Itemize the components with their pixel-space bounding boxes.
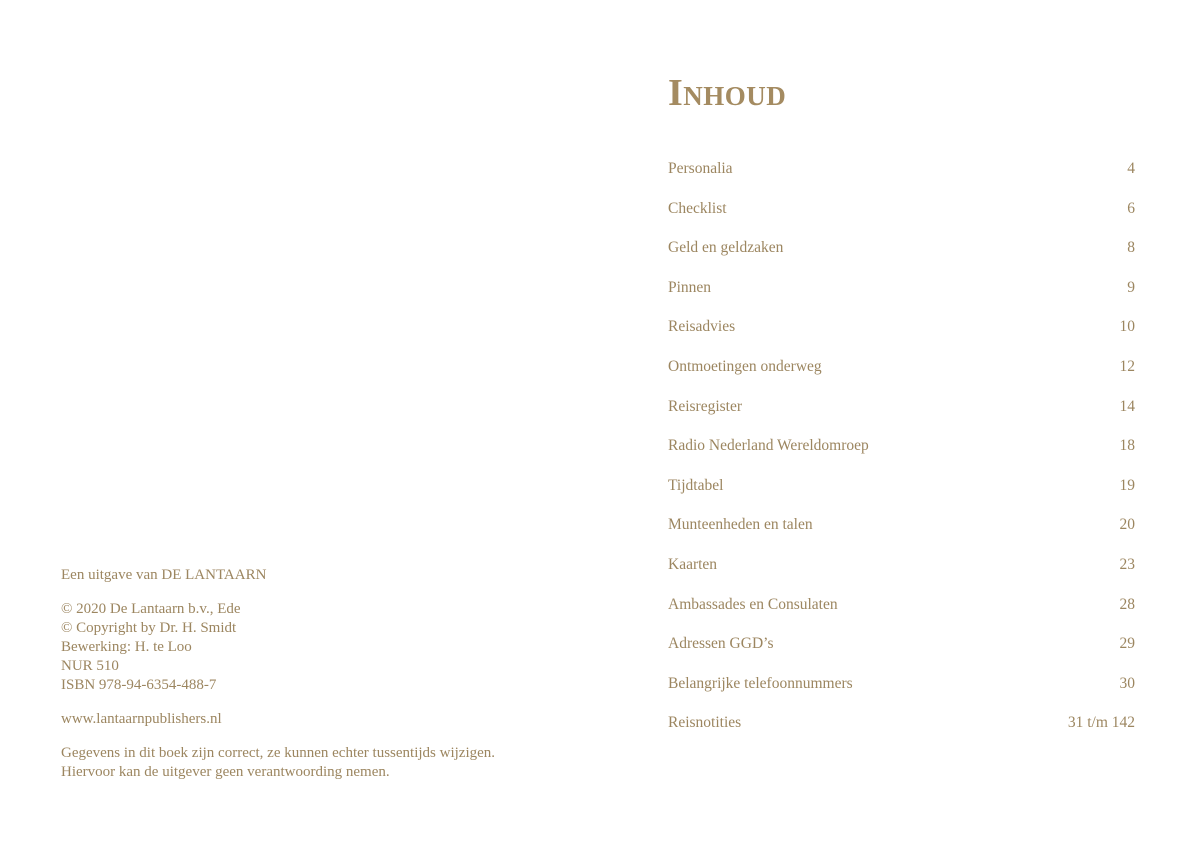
toc-entry-label: Pinnen	[668, 278, 712, 296]
toc-entry-label: Checklist	[668, 199, 727, 217]
toc-entry-page: 14	[1119, 397, 1135, 415]
toc-entry	[668, 556, 1135, 596]
toc-entry-label: Ontmoetingen onderweg	[668, 357, 822, 375]
copyright-line: © 2020 De Lantaarn b.v., Ede	[61, 601, 241, 617]
spacer	[61, 695, 581, 710]
isbn-line: ISBN 978-94-6354-488-7	[61, 677, 217, 693]
editor-line: Bewerking: H. te Loo	[61, 639, 192, 655]
toc-entry-label: Radio Nederland Wereldomroep	[668, 437, 869, 455]
toc-entry	[668, 160, 1135, 200]
toc-entry	[668, 239, 1135, 279]
toc-entry	[668, 714, 1135, 754]
toc-entry	[668, 477, 1135, 517]
toc-entry	[668, 398, 1135, 438]
table-of-contents	[668, 70, 1135, 754]
spacer	[61, 585, 581, 600]
nur-line: NUR 510	[61, 658, 119, 674]
toc-entry-page: 19	[1119, 476, 1135, 494]
toc-entry-page: 20	[1119, 516, 1135, 534]
toc-entry	[668, 635, 1135, 675]
toc-entry-page: 4	[1127, 160, 1135, 177]
toc-entry-page: 6	[1127, 199, 1135, 217]
toc-entry-label: Adressen GGD’s	[668, 635, 774, 653]
spacer	[61, 729, 581, 744]
toc-entry	[668, 675, 1135, 715]
toc-entry-page: 29	[1119, 635, 1135, 653]
toc-entry	[668, 279, 1135, 319]
publisher-line: Een uitgave van DE LANTAARN	[61, 567, 267, 583]
disclaimer-line: Hiervoor kan de uitgever geen verantwoording nemen.	[61, 764, 390, 780]
toc-entry-label: Kaarten	[668, 555, 718, 573]
toc-entry	[668, 437, 1135, 477]
toc-entry	[668, 358, 1135, 398]
website-link[interactable]: www.lantaarnpublishers.nl	[61, 711, 222, 727]
toc-entry	[668, 516, 1135, 556]
toc-entry-page: 23	[1119, 555, 1135, 573]
toc-entry-label: Reisregister	[668, 397, 743, 415]
toc-entry-label: Geld en geldzaken	[668, 239, 784, 257]
disclaimer-line: Gegevens in dit boek zijn correct, ze kunnen echter tussentijds wijzigen.	[61, 745, 496, 761]
toc-entry	[668, 318, 1135, 358]
toc-entry-label: Belangrijke telefoonnummers	[668, 674, 853, 692]
toc-entry-page: 12	[1119, 357, 1135, 375]
toc-title: Inhoud	[668, 72, 787, 114]
toc-entry	[668, 596, 1135, 636]
toc-entry	[668, 200, 1135, 240]
toc-entry-label: Munteenheden en talen	[668, 516, 813, 534]
toc-entry-label: Ambassades en Consulaten	[668, 595, 838, 613]
toc-entry-page: 18	[1119, 437, 1135, 455]
toc-entry-label: Reisadvies	[668, 318, 736, 336]
toc-entry-label: Tijdtabel	[668, 476, 724, 494]
toc-entry-page: 10	[1119, 318, 1135, 336]
copyright-author-line: © Copyright by Dr. H. Smidt	[61, 620, 237, 636]
toc-entry-page: 31 t/m 142	[1067, 714, 1135, 732]
toc-entry-label: Reisnotities	[668, 714, 742, 732]
toc-list	[668, 160, 1135, 754]
imprint-block	[61, 566, 581, 782]
toc-entry-page: 30	[1119, 674, 1135, 692]
toc-entry-page: 9	[1127, 278, 1135, 296]
toc-entry-page: 28	[1119, 595, 1135, 613]
toc-entry-label: Personalia	[668, 160, 733, 177]
toc-entry-page: 8	[1127, 239, 1135, 257]
